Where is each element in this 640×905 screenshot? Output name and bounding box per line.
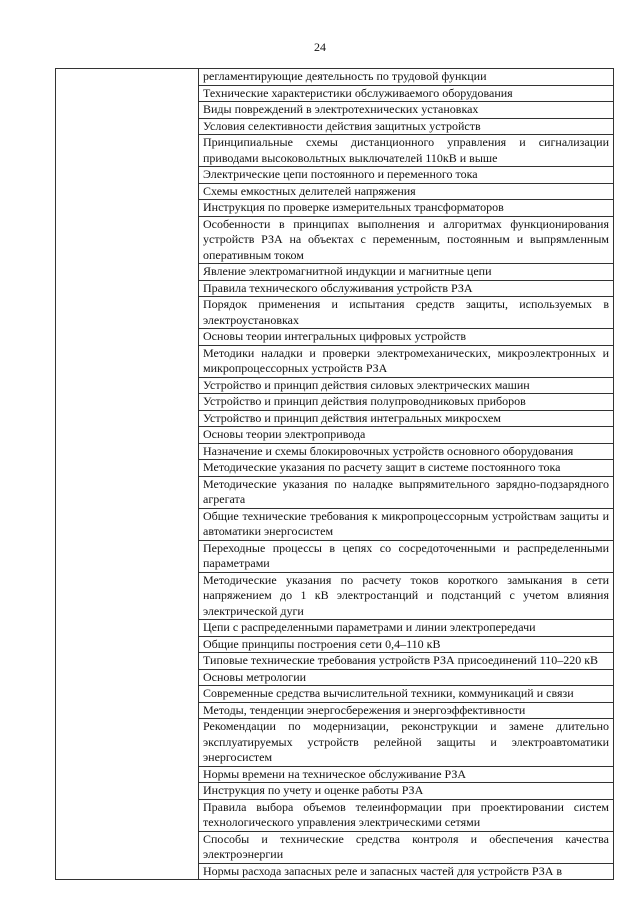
knowledge-item: Методические указания по расчету токов короткого замыкания в сети напряжением до 1 кВ электростанций и подстанций с учетом влияния электрической дуги bbox=[199, 572, 614, 620]
knowledge-item: Основы теории электропривода bbox=[199, 427, 614, 444]
knowledge-item: Рекомендации по модернизации, реконструкции и замене длительно эксплуатируемых устройств релейной защиты и электроавтоматики энергосистем bbox=[199, 719, 614, 767]
knowledge-item: Нормы расхода запасных реле и запасных частей для устройств РЗА в bbox=[199, 863, 614, 880]
knowledge-item: Назначение и схемы блокировочных устройств основного оборудования bbox=[199, 443, 614, 460]
knowledge-item: Виды повреждений в электротехнических установках bbox=[199, 102, 614, 119]
knowledge-item: Методические указания по наладке выпрямительного зарядно-подзарядного агрегата bbox=[199, 476, 614, 508]
table-row bbox=[56, 69, 614, 86]
knowledge-item: Устройство и принцип действия силовых электрических машин bbox=[199, 377, 614, 394]
knowledge-item: Современные средства вычислительной техники, коммуникаций и связи bbox=[199, 686, 614, 703]
knowledge-item: Инструкция по учету и оценке работы РЗА bbox=[199, 783, 614, 800]
knowledge-item: Методические указания по расчету защит в системе постоянного тока bbox=[199, 460, 614, 477]
knowledge-item: Устройство и принцип действия интегральных микросхем bbox=[199, 410, 614, 427]
knowledge-item: Переходные процессы в цепях со сосредоточенными и распределенными параметрами bbox=[199, 540, 614, 572]
knowledge-item: Технические характеристики обслуживаемого оборудования bbox=[199, 85, 614, 102]
knowledge-item: Порядок применения и испытания средств защиты, используемых в электроустановках bbox=[199, 297, 614, 329]
knowledge-item: Методики наладки и проверки электромеханических, микроэлектронных и микропроцессорных устройств РЗА bbox=[199, 345, 614, 377]
knowledge-item: Цепи с распределенными параметрами и линии электропередачи bbox=[199, 620, 614, 637]
knowledge-item: Общие технические требования к микропроцессорным устройствам защиты и автоматики энергосистем bbox=[199, 508, 614, 540]
knowledge-item: Устройство и принцип действия полупроводниковых приборов bbox=[199, 394, 614, 411]
knowledge-item: Типовые технические требования устройств РЗА присоединений 110–220 кВ bbox=[199, 653, 614, 670]
knowledge-item: Явление электромагнитной индукции и магнитные цепи bbox=[199, 264, 614, 281]
knowledge-item: Основы теории интегральных цифровых устройств bbox=[199, 329, 614, 346]
knowledge-item: Нормы времени на техническое обслуживание РЗА bbox=[199, 766, 614, 783]
knowledge-item: Условия селективности действия защитных устройств bbox=[199, 118, 614, 135]
knowledge-item: Правила технического обслуживания устройств РЗА bbox=[199, 280, 614, 297]
knowledge-item: Инструкция по проверке измерительных трансформаторов bbox=[199, 200, 614, 217]
knowledge-table bbox=[55, 68, 614, 880]
knowledge-table-body bbox=[56, 69, 614, 880]
knowledge-item: регламентирующие деятельность по трудовой функции bbox=[199, 69, 614, 86]
knowledge-item: Методы, тенденции энергосбережения и энергоэффективности bbox=[199, 702, 614, 719]
knowledge-item: Правила выбора объемов телеинформации при проектировании систем технологического управления электрическими сетями bbox=[199, 799, 614, 831]
knowledge-item: Основы метрологии bbox=[199, 669, 614, 686]
knowledge-item: Принципиальные схемы дистанционного управления и сигнализации приводами высоковольтных выключателей 110кВ и выше bbox=[199, 135, 614, 167]
labor-function-cell bbox=[56, 69, 199, 880]
knowledge-item: Общие принципы построения сети 0,4–110 кВ bbox=[199, 636, 614, 653]
knowledge-item: Особенности в принципах выполнения и алгоритмах функционирования устройств РЗА на объектах с переменным, постоянным и выпрямленным оперативным током bbox=[199, 216, 614, 264]
knowledge-item: Способы и технические средства контроля и обеспечения качества электроэнергии bbox=[199, 831, 614, 863]
knowledge-item: Схемы емкостных делителей напряжения bbox=[199, 183, 614, 200]
knowledge-item: Электрические цепи постоянного и переменного тока bbox=[199, 167, 614, 184]
page-number: 24 bbox=[314, 40, 326, 54]
